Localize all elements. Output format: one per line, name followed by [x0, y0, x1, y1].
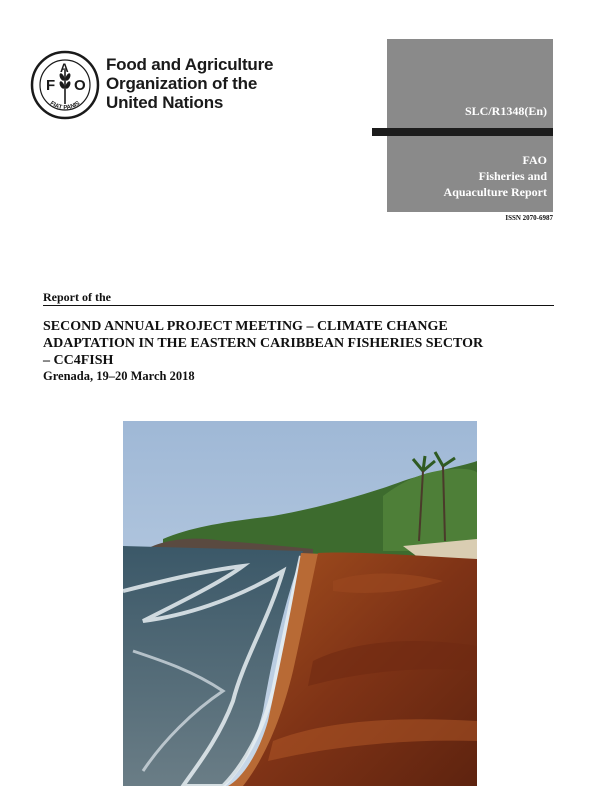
- report-title-line-3: – CC4FISH: [43, 353, 114, 368]
- logo-letter-f: F: [46, 77, 56, 94]
- title-rule: [43, 305, 554, 306]
- organization-line-2: Organization of the: [106, 74, 258, 93]
- fao-emblem-icon: [30, 50, 100, 120]
- series-name-line-3: Aquaculture Report: [443, 185, 547, 199]
- logo-letter-a: A: [60, 61, 69, 75]
- organization-line-1: Food and Agriculture: [106, 55, 274, 74]
- series-name-line-2: Fisheries and: [478, 169, 547, 183]
- organization-name: [106, 55, 273, 112]
- report-title: [43, 318, 563, 369]
- logo-motto: FIAT PANIS: [48, 100, 82, 112]
- report-subtitle: Grenada, 19–20 March 2018: [43, 369, 195, 383]
- series-name: [444, 152, 547, 200]
- issn-number: ISSN 2070-6987: [505, 214, 553, 222]
- report-title-line-2: ADAPTATION IN THE EASTERN CARIBBEAN FISHERIES SECTOR: [43, 336, 484, 351]
- organization-line-3: United Nations: [106, 93, 224, 112]
- report-label: Report of the: [43, 290, 111, 304]
- logo-letter-o: O: [74, 77, 86, 94]
- report-title-line-1: SECOND ANNUAL PROJECT MEETING – CLIMATE CHANGE: [43, 319, 448, 334]
- series-divider-bar: [372, 128, 553, 136]
- series-name-line-1: FAO: [522, 153, 547, 167]
- series-code: SLC/R1348(En): [464, 104, 547, 118]
- beach-sargassum-photo: [123, 421, 477, 786]
